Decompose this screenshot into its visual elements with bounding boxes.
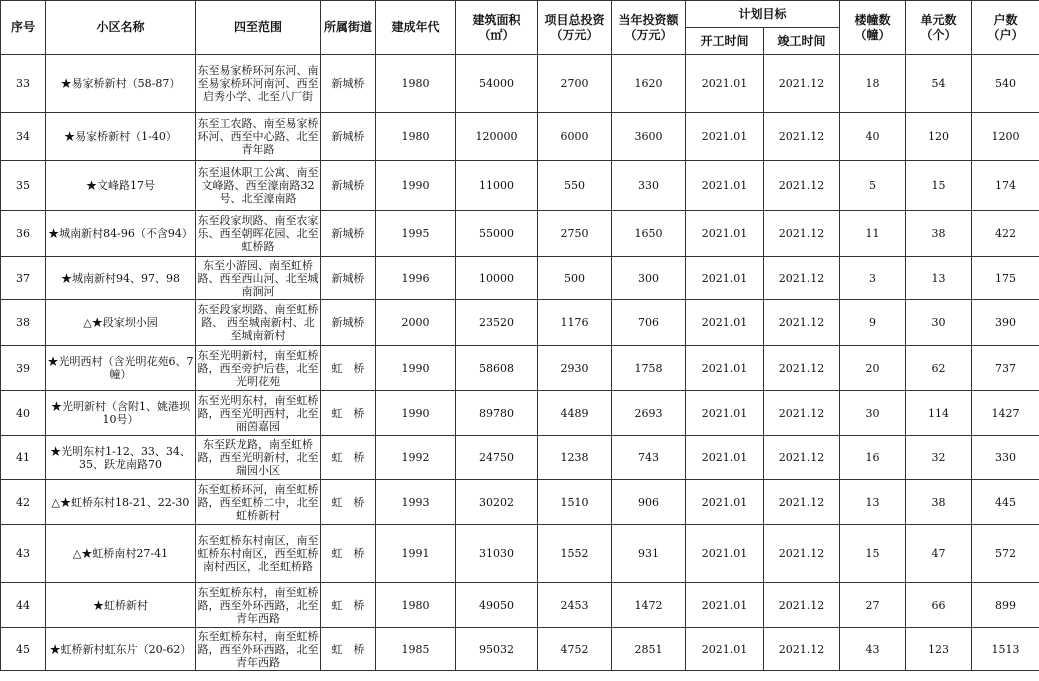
cell-units: 38 [906,211,972,257]
cell-area: 10000 [456,257,538,300]
cell-units: 66 [906,583,972,628]
cell-households: 572 [972,525,1039,583]
cell-start: 2021.01 [686,55,764,113]
cell-total-invest: 2750 [538,211,612,257]
cell-name: ★虹桥新村 [46,583,196,628]
cell-start: 2021.01 [686,211,764,257]
cell-street: 虹 桥 [321,525,376,583]
cell-units: 38 [906,480,972,525]
header-area [456,1,538,55]
header-area-line2: （㎡） [478,27,515,42]
cell-street: 虹 桥 [321,628,376,671]
cell-households: 330 [972,436,1039,480]
cell-total-invest: 1238 [538,436,612,480]
cell-households: 175 [972,257,1039,300]
cell-year: 1993 [376,480,456,525]
header-year-invest-line2: （万元） [624,27,673,42]
cell-year-invest: 2851 [612,628,686,671]
cell-range: 东至跃龙路，南至虹桥路，西至光明新村，北至瑞园小区 [196,436,321,480]
cell-street: 虹 桥 [321,583,376,628]
cell-units: 30 [906,300,972,346]
cell-year: 1992 [376,436,456,480]
table-header [1,1,1039,55]
cell-street: 虹 桥 [321,480,376,525]
cell-total-invest: 2453 [538,583,612,628]
cell-seq: 36 [1,211,46,257]
cell-households: 390 [972,300,1039,346]
header-units-line2: （个） [920,27,957,42]
cell-range: 东至虹桥东村，南至虹桥路，西至外环西路，北至青年西路 [196,583,321,628]
cell-year: 1980 [376,583,456,628]
cell-start: 2021.01 [686,583,764,628]
cell-name: ★城南新村84-96（不含94） [46,211,196,257]
cell-buildings: 3 [840,257,906,300]
cell-buildings: 27 [840,583,906,628]
table-row [1,480,1039,525]
cell-seq: 37 [1,257,46,300]
cell-seq: 44 [1,583,46,628]
cell-year-invest: 931 [612,525,686,583]
cell-households: 422 [972,211,1039,257]
cell-year-invest: 743 [612,436,686,480]
table-row [1,628,1039,671]
cell-range: 东至小游园、南至虹桥路、西至西山河、北至城南涧河 [197,258,319,298]
cell-name: ★光明西村（含光明花苑6、7幢） [46,346,196,391]
header-finish: 竣工时间 [764,28,840,55]
table-row [1,391,1039,436]
cell-year-invest: 2693 [612,391,686,436]
cell-range: 东至光明新村，南至虹桥路，西至旁护后巷，北至光明花苑 [196,346,321,391]
header-range: 四至范围 [196,1,321,55]
cell-finish: 2021.12 [764,113,840,161]
cell-seq: 39 [1,346,46,391]
header-street: 所属街道 [321,1,376,55]
cell-start: 2021.01 [686,480,764,525]
cell-finish: 2021.12 [764,55,840,113]
cell-area: 120000 [456,113,538,161]
cell-buildings: 40 [840,113,906,161]
cell-year: 1985 [376,628,456,671]
cell-buildings: 15 [840,525,906,583]
cell-year: 1990 [376,391,456,436]
header-units [906,1,972,55]
cell-finish: 2021.12 [764,525,840,583]
table-row [1,211,1039,257]
cell-units: 32 [906,436,972,480]
cell-area: 11000 [456,161,538,211]
cell-seq: 35 [1,161,46,211]
cell-year-invest: 1758 [612,346,686,391]
cell-finish: 2021.12 [764,346,840,391]
cell-households: 737 [972,346,1039,391]
cell-range: 东至工农路、南至易家桥环河、西至中心路、北至青年路 [196,113,321,161]
cell-seq: 40 [1,391,46,436]
cell-seq: 38 [1,300,46,346]
cell-street: 虹 桥 [321,346,376,391]
header-buildings [840,1,906,55]
cell-area: 30202 [456,480,538,525]
cell-range: 东至易家桥环河东河、南至易家桥环河南河、西至启秀小学、北至八厂街 [196,55,321,113]
cell-area: 54000 [456,55,538,113]
cell-households: 899 [972,583,1039,628]
cell-street: 新城桥 [321,113,376,161]
table-row [1,161,1039,211]
header-year-invest [612,1,686,55]
header-households-line1: 户数 [993,12,1018,27]
header-seq: 序号 [1,1,46,55]
cell-street: 新城桥 [321,161,376,211]
cell-range: 东至虹桥环河，南至虹桥路，西至虹桥二中，北至虹桥新村 [196,480,321,525]
cell-name: △★虹桥南村27-41 [46,525,196,583]
header-households-line2: （户） [987,27,1024,42]
cell-range: 东至光明东村，南至虹桥路，西至光明西村，北至丽茵嘉园 [196,391,321,436]
cell-area: 55000 [456,211,538,257]
cell-range: 东至段家坝路、南至农家乐、西至朝晖花园、北至虹桥路 [196,211,321,257]
header-start: 开工时间 [686,28,764,55]
cell-buildings: 5 [840,161,906,211]
cell-finish: 2021.12 [764,583,840,628]
header-households [972,1,1039,55]
cell-year: 1991 [376,525,456,583]
cell-area: 31030 [456,525,538,583]
cell-year: 2000 [376,300,456,346]
cell-seq: 33 [1,55,46,113]
header-total-invest-line1: 项目总投资 [544,12,605,27]
cell-year: 1995 [376,211,456,257]
cell-street: 虹 桥 [321,436,376,480]
cell-units: 120 [906,113,972,161]
cell-name: ★城南新村94、97、98 [46,257,196,300]
cell-range: 东至虹桥东村，南至虹桥路，西至外环西路，北至青年西路 [197,629,319,669]
cell-finish: 2021.12 [764,300,840,346]
cell-year: 1990 [376,346,456,391]
cell-total-invest: 1552 [538,525,612,583]
cell-range: 东至段家坝路、南至虹桥路、 西至城南新村、北至城南新村 [196,300,321,346]
cell-name: ★易家桥新村（1-40） [46,113,196,161]
cell-total-invest: 4489 [538,391,612,436]
cell-households: 1513 [972,628,1039,671]
cell-finish: 2021.12 [764,211,840,257]
table-row [1,346,1039,391]
table-row [1,436,1039,480]
table-row [1,300,1039,346]
cell-name: △★虹桥东村18-21、22-30 [46,480,196,525]
cell-name: ★虹桥新村虹东片（20-62） [46,628,196,671]
table-row [1,113,1039,161]
cell-total-invest: 550 [538,161,612,211]
cell-start: 2021.01 [686,161,764,211]
cell-name: ★文峰路17号 [46,161,196,211]
header-buildings-line2: （幢） [854,27,891,42]
cell-households: 1427 [972,391,1039,436]
cell-total-invest: 6000 [538,113,612,161]
table-row [1,583,1039,628]
cell-street: 新城桥 [321,300,376,346]
cell-name: △★段家坝小园 [46,300,196,346]
cell-households: 174 [972,161,1039,211]
cell-seq: 43 [1,525,46,583]
cell-start: 2021.01 [686,628,764,671]
cell-year-invest: 300 [612,257,686,300]
cell-year: 1990 [376,161,456,211]
cell-range: 东至退休职工公寓、南至文峰路、西至濠南路32号、北至濠南路 [196,161,321,211]
cell-street: 虹 桥 [321,391,376,436]
cell-buildings: 13 [840,480,906,525]
cell-year-invest: 706 [612,300,686,346]
cell-finish: 2021.12 [764,257,840,300]
cell-start: 2021.01 [686,391,764,436]
header-name: 小区名称 [46,1,196,55]
cell-total-invest: 500 [538,257,612,300]
cell-units: 54 [906,55,972,113]
header-total-invest [538,1,612,55]
cell-finish: 2021.12 [764,391,840,436]
cell-households: 445 [972,480,1039,525]
table-row [1,257,1039,300]
cell-year-invest: 1472 [612,583,686,628]
cell-area: 58608 [456,346,538,391]
cell-start: 2021.01 [686,525,764,583]
cell-seq: 34 [1,113,46,161]
header-year: 建成年代 [376,1,456,55]
cell-start: 2021.01 [686,436,764,480]
cell-units: 47 [906,525,972,583]
cell-year-invest: 3600 [612,113,686,161]
cell-start: 2021.01 [686,257,764,300]
header-year-invest-line1: 当年投资额 [618,12,679,27]
cell-start: 2021.01 [686,346,764,391]
cell-name: ★光明东村1-12、33、34、35、跃龙南路70 [46,436,196,480]
cell-seq: 41 [1,436,46,480]
cell-year: 1980 [376,113,456,161]
cell-name: ★光明新村（含附1、姚港坝10号） [46,391,196,436]
cell-year-invest: 906 [612,480,686,525]
table-row [1,55,1039,113]
cell-area: 89780 [456,391,538,436]
cell-finish: 2021.12 [764,161,840,211]
cell-seq: 42 [1,480,46,525]
cell-total-invest: 1510 [538,480,612,525]
cell-total-invest: 4752 [538,628,612,671]
cell-units: 114 [906,391,972,436]
cell-finish: 2021.12 [764,480,840,525]
cell-units: 15 [906,161,972,211]
cell-start: 2021.01 [686,113,764,161]
cell-buildings: 16 [840,436,906,480]
cell-total-invest: 2700 [538,55,612,113]
header-units-line1: 单元数 [920,12,957,27]
cell-year: 1996 [376,257,456,300]
cell-area: 23520 [456,300,538,346]
header-plan: 计划目标 [686,1,840,28]
cell-range: 东至虹桥东村南区，南至虹桥东村南区，西至虹桥南村西区，北至虹桥路 [196,525,321,583]
cell-street: 新城桥 [321,211,376,257]
cell-buildings: 30 [840,391,906,436]
cell-year-invest: 1650 [612,211,686,257]
header-total-invest-line2: （万元） [550,27,599,42]
table-body [1,55,1039,671]
cell-year-invest: 1620 [612,55,686,113]
cell-seq: 45 [1,628,46,671]
cell-start: 2021.01 [686,300,764,346]
cell-finish: 2021.12 [764,628,840,671]
cell-finish: 2021.12 [764,436,840,480]
cell-units: 13 [906,257,972,300]
header-buildings-line1: 楼幢数 [854,12,891,27]
cell-area: 49050 [456,583,538,628]
cell-units: 62 [906,346,972,391]
cell-street: 新城桥 [321,257,376,300]
cell-buildings: 20 [840,346,906,391]
cell-households: 1200 [972,113,1039,161]
cell-units: 123 [906,628,972,671]
cell-area: 24750 [456,436,538,480]
cell-total-invest: 1176 [538,300,612,346]
cell-area: 95032 [456,628,538,671]
cell-year: 1980 [376,55,456,113]
header-area-line1: 建筑面积 [472,12,521,27]
cell-buildings: 43 [840,628,906,671]
cell-buildings: 11 [840,211,906,257]
cell-total-invest: 2930 [538,346,612,391]
cell-name: ★易家桥新村（58-87） [46,55,196,113]
cell-households: 540 [972,55,1039,113]
cell-street: 新城桥 [321,55,376,113]
cell-buildings: 18 [840,55,906,113]
cell-buildings: 9 [840,300,906,346]
cell-year-invest: 330 [612,161,686,211]
table-row [1,525,1039,583]
